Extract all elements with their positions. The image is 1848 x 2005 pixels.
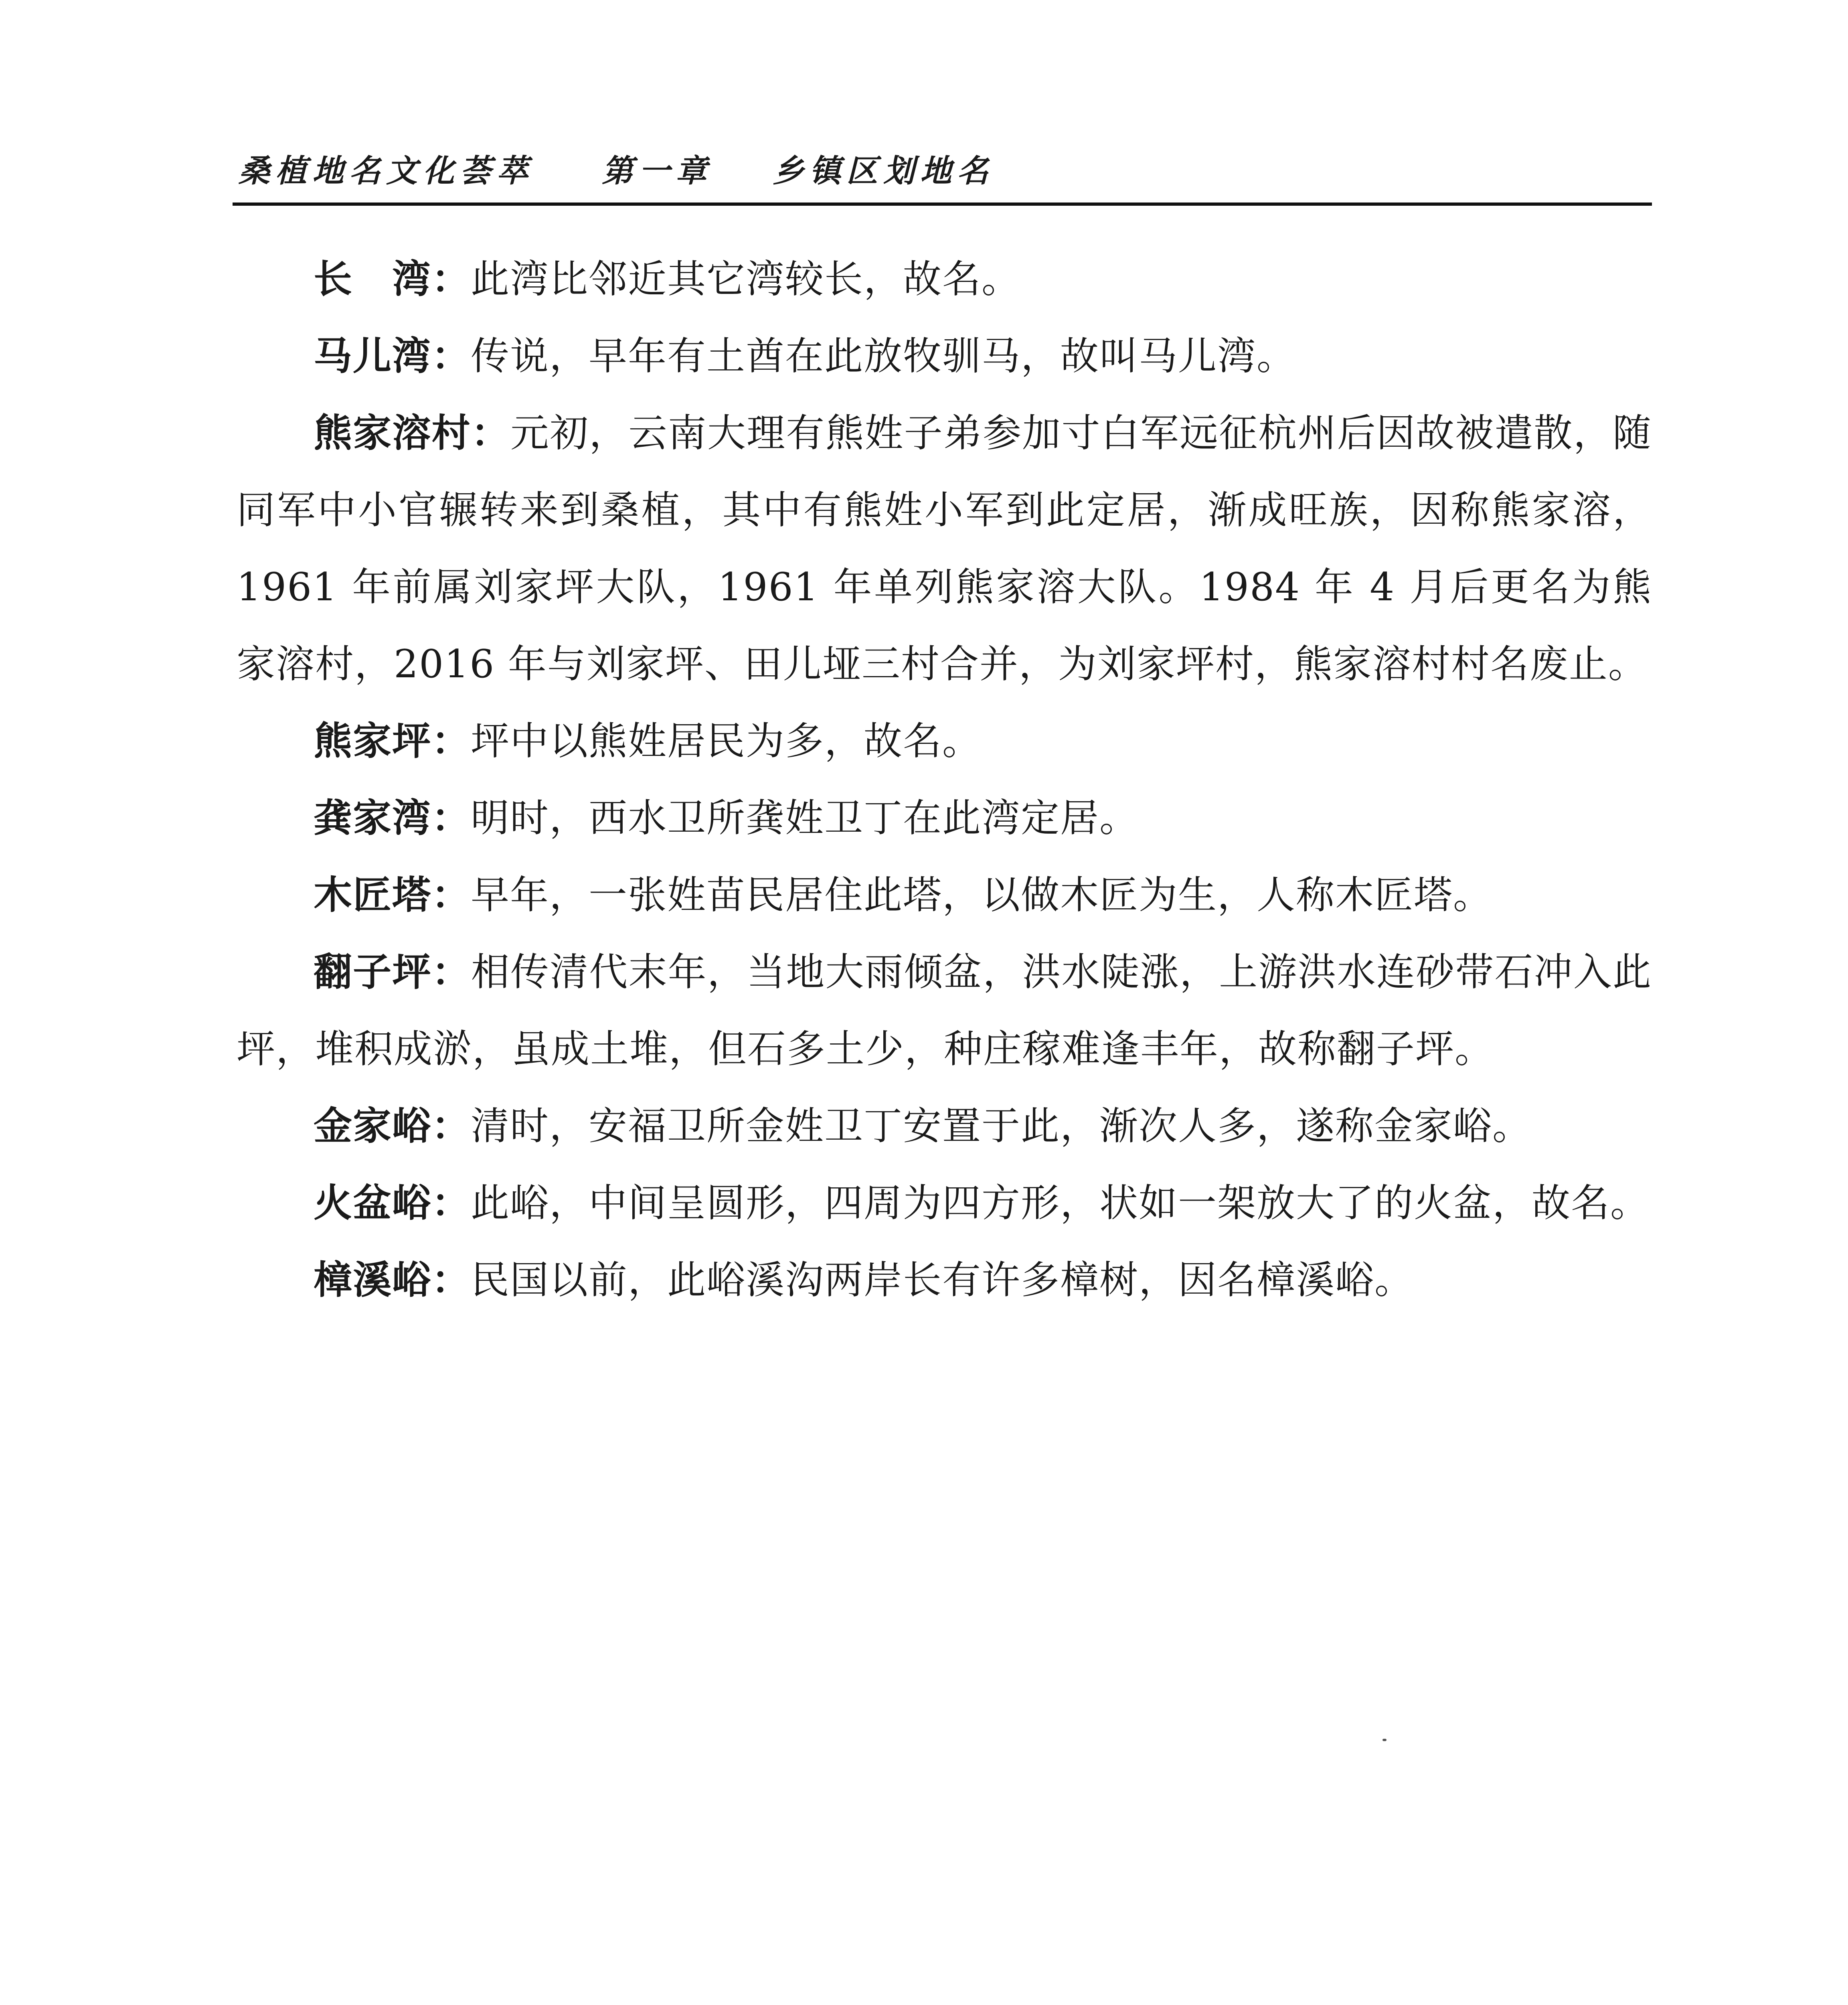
header-book-title: 桑植地名文化荟萃 [239, 153, 534, 189]
entry-text: 坪中以熊姓居民为多，故名。 [471, 719, 982, 764]
entry-term: 火盆峪： [314, 1181, 471, 1225]
entry-fanziping [237, 934, 1652, 1088]
entry-text: 早年，一张姓苗民居住此塔，以做木匠为生，人称木匠塔。 [471, 873, 1492, 917]
entry-zhangxiyu [237, 1241, 1652, 1318]
running-header [239, 144, 994, 192]
entry-xiongjiaping [237, 703, 1652, 780]
entry-term: 长 湾： [314, 257, 471, 302]
header-rule [233, 203, 1652, 206]
entry-text: 明时，西水卫所龚姓卫丁在此湾定居。 [471, 796, 1139, 840]
entry-mujiangta [237, 857, 1652, 934]
entry-text: 此峪，中间呈圆形，四周为四方形，状如一架放大了的火盆，故名。 [471, 1181, 1650, 1225]
header-section: 乡镇区划地名 [773, 153, 994, 189]
entry-term: 熊家坪： [314, 719, 471, 764]
entry-text: 元初，云南大理有熊姓子弟参加寸白军远征杭州后因故被遣散，随同军中小官辗转来到桑植，其中有熊姓小军到此定居，渐成旺族，因称熊家溶，1961 年前属刘家坪大队，1961 年单列熊家溶大队。1984 年 4 月后更名为熊家溶村，2016 年与刘家坪、田儿垭三村合并，为刘家坪村，熊家溶村村名废止。 [237, 411, 1652, 687]
header-chapter: 第一章 [602, 153, 713, 189]
scan-speck [1382, 1739, 1387, 1741]
entry-term: 木匠塔： [314, 873, 471, 917]
entry-term: 熊家溶村： [314, 411, 510, 456]
entry-text: 清时，安福卫所金姓卫丁安置于此，渐次人多，遂称金家峪。 [471, 1104, 1532, 1148]
entry-term: 马儿湾： [314, 334, 471, 379]
entry-list [237, 241, 1652, 1318]
entry-text: 此湾比邻近其它湾较长，故名。 [471, 257, 1021, 302]
entry-jinjiayu [237, 1088, 1652, 1165]
entry-text: 相传清代末年，当地大雨倾盆，洪水陡涨，上游洪水连砂带石冲入此坪，堆积成淤，虽成土堆，但石多土少，种庄稼难逢丰年，故称翻子坪。 [237, 950, 1652, 1071]
entry-term: 龚家湾： [314, 796, 471, 840]
entry-term: 翻子坪： [314, 950, 471, 994]
entry-changwan [237, 241, 1652, 318]
entry-text: 传说，早年有土酋在此放牧驯马，故叫马儿湾。 [471, 334, 1296, 379]
entry-xiongjiarong [237, 395, 1652, 703]
entry-term: 金家峪： [314, 1104, 471, 1148]
entry-term: 樟溪峪： [314, 1258, 471, 1302]
entry-huopenyu [237, 1165, 1652, 1241]
entry-maerwan [237, 318, 1652, 395]
entry-text: 民国以前，此峪溪沟两岸长有许多樟树，因名樟溪峪。 [471, 1258, 1414, 1302]
entry-gongjiawan [237, 780, 1652, 857]
